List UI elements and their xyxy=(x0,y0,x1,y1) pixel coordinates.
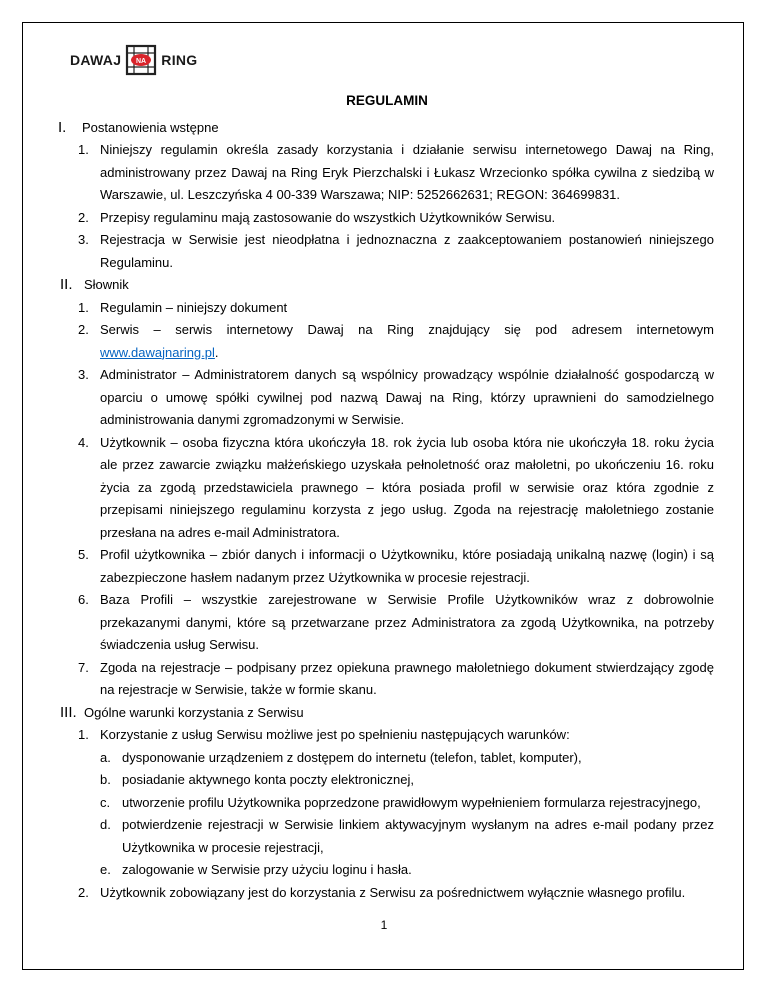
section-heading-1 xyxy=(58,117,714,140)
page-title: REGULAMIN xyxy=(346,93,428,108)
sub-list-item: b. posiadanie aktywnego konta poczty elektronicznej, xyxy=(100,772,414,787)
list-item: 1. Korzystanie z usług Serwisu możliwe jest po spełnieniu następujących warunków: xyxy=(78,727,570,742)
section-3-list xyxy=(60,724,714,747)
sub-list-item: e. zalogowanie w Serwisie przy użyciu loginu i hasła. xyxy=(100,862,412,877)
sub-list-item: a. dysponowanie urządzeniem z dostępem do internetu (telefon, tablet, komputer), xyxy=(100,749,582,765)
sub-list-item: d. potwierdzenie rejestracji w Serwisie linkiem aktywacyjnym wysłanym na adres e-mail podany przez Użytkownika w procesie rejestracji, xyxy=(100,817,714,855)
list-item: 7. Zgoda na rejestracje – podpisany przez opiekuna prawnego małoletniego dokument stwierdzający zgodę na rejestracje w Serwisie, także w formie skanu. xyxy=(78,659,714,697)
sub-list-item: c. utworzenie profilu Użytkownika poprzedzone prawidłowym wypełnieniem formularza rejestracyjnego, xyxy=(100,794,701,810)
section-heading-3 xyxy=(60,702,714,725)
logo-right-word: RING xyxy=(161,52,198,68)
section-3-list-continued xyxy=(60,882,714,905)
logo xyxy=(70,42,198,78)
section-title: Ogólne warunki korzystania z Serwisu xyxy=(84,704,304,720)
logo-center-text: NA xyxy=(136,58,147,65)
list-item: 6. Baza Profili – wszystkie zarejestrowane w Serwisie Profile Użytkowników wraz z dobrowolnie przekazanymi danymi, które są przetwarzane przez Administratora za zgodą Użytkownika, na potrzeby świadczenia usług Serwisu. xyxy=(78,592,714,652)
section-title: Postanowienia wstępne xyxy=(82,119,219,135)
document-body xyxy=(60,90,714,904)
list-item: 4. Użytkownik – osoba fizyczna która ukończyła 18. rok życia lub osoba która nie ukończyła 18. roku życia ale przez zawarcie związku małżeńskiego uzyskała pełnoletność oraz małoletni, po ukończeniu 16. roku życia za zgodą przedstawiciela prawnego – która posiada profil w serwisie oraz która zgodnie z przepisami niniejszego regulaminu korzysta z jego usług. Zgoda na rejestrację małoletniego zostanie przesłana na adres e-mail Administratora. xyxy=(78,434,714,540)
website-link[interactable]: www.dawajnaring.pl xyxy=(100,344,215,360)
section-1-list xyxy=(60,139,714,274)
section-2-list xyxy=(60,297,714,702)
section-heading-2 xyxy=(60,274,714,297)
list-item: 2. Przepisy regulaminu mają zastosowanie do wszystkich Użytkowników Serwisu. xyxy=(78,209,556,225)
section-number: II. xyxy=(60,276,73,293)
section-number: III. xyxy=(60,703,77,721)
page-number: 1 xyxy=(380,918,388,932)
list-item: 3. Administrator – Administratorem danych są wspólnicy prowadzący wspólnie działalność gospodarczą w oparciu o umowę spółki cywilnej pod nazwą Dawaj na Ring, którzy uprawnieni do samodzielnego administrowania danymi zgromadzonymi w Serwisie. xyxy=(78,367,714,427)
section-3-sublist xyxy=(60,747,714,882)
logo-left-word: DAWAJ xyxy=(70,52,122,68)
list-item: 2. Użytkownik zobowiązany jest do korzystania z Serwisu za pośrednictwem wyłącznie własnego profilu. xyxy=(78,884,686,900)
list-item: 3. Rejestracja w Serwisie jest nieodpłatna i jednoznaczna z zaakceptowaniem postanowień niniejszego Regulaminu. xyxy=(78,232,714,270)
ring-icon xyxy=(124,43,158,77)
list-item: 1. Niniejszy regulamin określa zasady korzystania i działanie serwisu internetowego Dawaj na Ring, administrowany przez Dawaj na Ring Eryk Pierzchalski i Łukasz Wrzecionko spółka cywilna z siedzibą w Warszawie, ul. Leszczyńska 4 00-339 Warszawa; NIP: 5252662631; REGON: 364699831. xyxy=(78,142,714,202)
list-item: 2. Serwis – serwis internetowy Dawaj na Ring znajdujący się pod adresem internetowym www.dawajnaring.pl. xyxy=(78,322,714,360)
list-item: 1. Regulamin – niniejszy dokument xyxy=(78,299,288,315)
section-number: I. xyxy=(58,118,67,136)
list-item: 5. Profil użytkownika – zbiór danych i informacji o Użytkowniku, które posiadają unikalną nazwę (login) i są zabezpieczone hasłem nadanym przez Użytkownika w procesie rejestracji. xyxy=(78,547,714,585)
section-title: Słownik xyxy=(84,277,129,292)
